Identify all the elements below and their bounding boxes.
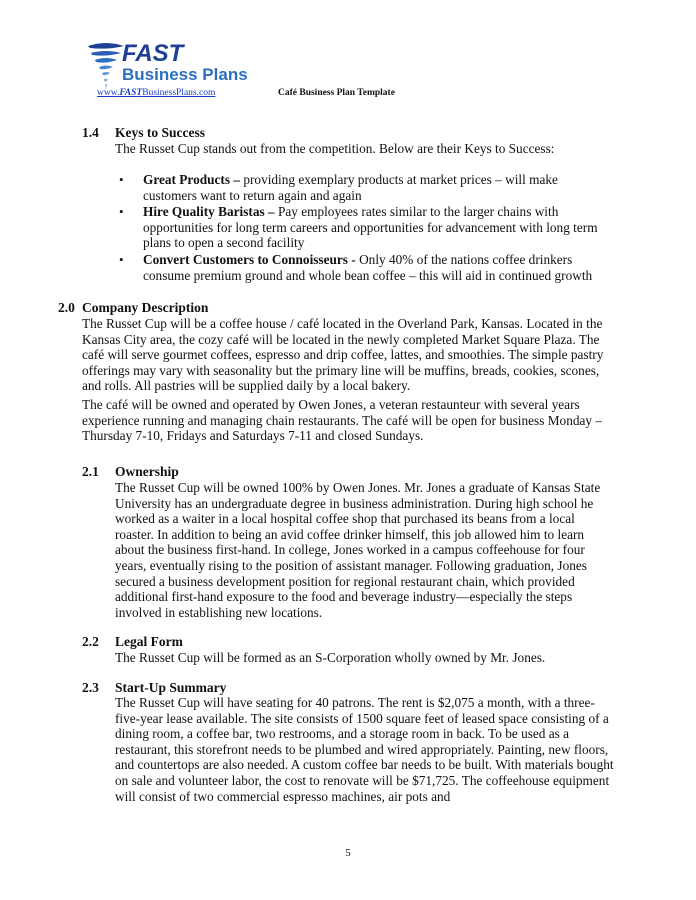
template-title: Café Business Plan Template [278,88,395,98]
site-em: FAST [119,88,143,98]
section-number: 2.1 [82,464,99,479]
company-description-p1: The Russet Cup will be a coffee house / café located in the Overland Park, Kansas. Located in the Kansas City area, the cozy café will be located in the newly completed Market Square Plaza. The café will serve gourmet coffees, espresso and drip coffee, lattes, and smoothies. The simple pastry offerings may vary with seasonality but the primary line will be muffins, breads, cookies, scones, and rolls. All pastries will be supplied daily by a local bakery. [82,316,604,394]
company-description-p2: The café will be owned and operated by Owen Jones, a veteran restaunteur with several years experience running and managing chain restaurants. The café will be open for business Monday – Thursday 7-10, Fridays and Saturdays 7-11 and closed Sundays. [82,397,603,444]
site-prefix: www. [97,88,120,98]
logo-text-fast: FAST [122,40,184,67]
list-item: • Great Products – providing exemplary products at market prices – will make customers want to return again and again [119,172,558,203]
site-suffix: BusinessPlans.com [142,88,216,98]
section-number: 1.4 [82,125,99,140]
keys-intro: The Russet Cup stands out from the competition. Below are their Keys to Success: [115,141,555,156]
section-number: 2.2 [82,634,99,649]
section-title: Ownership [115,464,179,479]
ownership-paragraph: The Russet Cup will be owned 100% by Owen Jones. Mr. Jones a graduate of Kansas State University has an undergraduate degree in business administration. During high school he worked as a waiter in a local hospital coffee shop that purchased its beans from a local roaster. In addition to being an avid coffee drinker himself, this job allowed him to learn about the business first-hand. In college, Jones worked in a campus coffeehouse for four years, eventually rising to the position of assistant manager. Following graduation, Jones secured a business development position for regional restaurant chain, which provided additional first-hand exposure to the food and beverage industry—especially the steps involved in establishing new locations. [115,480,601,620]
list-item: • Convert Customers to Connoisseurs - Only 40% of the nations coffee drinkers consume premium ground and whole bean coffee – this will aid in continued growth [119,251,593,283]
tornado-logo-icon [86,42,126,92]
legal-form-paragraph: The Russet Cup will be formed as an S-Corporation wholly owned by Mr. Jones. [115,650,546,665]
page-number: 5 [345,847,351,859]
section-title: Start-Up Summary [115,680,227,695]
section-number: 2.3 [82,680,99,695]
section-number: 2.0 [58,300,75,315]
startup-summary-paragraph: The Russet Cup will have seating for 40 patrons. The rent is $2,075 a month, with a three-five-year lease available. The site consists of 1500 square feet of leased space consisting of a dining room, a coffee bar, two restrooms, and a storage room in back. To be used as a restaurant, this storefront needs to be plumbed and wired appropriately. Painting, new floors, and countertops are also needed. A custom coffee bar needs to be built. With materials bought on sale and volunteer labor, the cost to renovate will be $71,725. The coffeehouse equipment will consist of two commercial espresso machines, air pots and [115,695,614,804]
website-link[interactable] [97,88,215,99]
keys-list [115,172,612,284]
section-title: Legal Form [115,634,183,649]
list-item: • Hire Quality Baristas – Pay employees rates similar to the larger chains with opportunities for long term careers and opportunities for advancement with long term plans to open a second facility [119,204,598,251]
section-title: Company Description [82,300,209,315]
section-title: Keys to Success [115,125,205,140]
logo-text-business-plans: Business Plans [122,65,248,84]
